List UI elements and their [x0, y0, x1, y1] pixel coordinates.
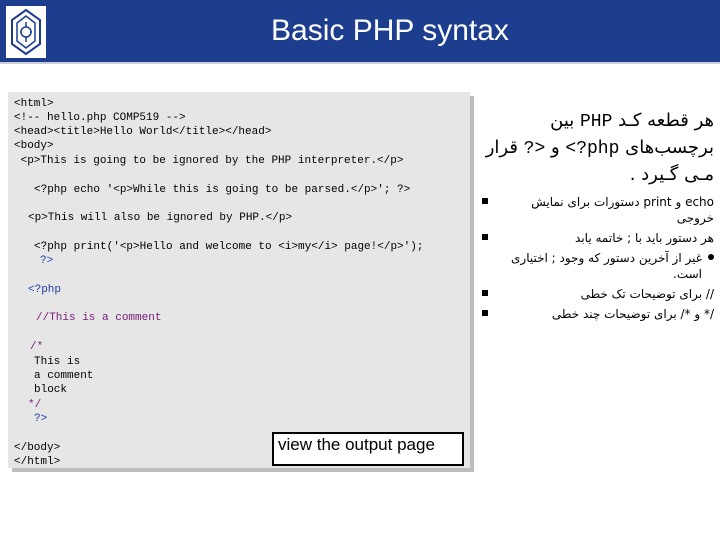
square-bullet-icon [482, 234, 488, 240]
view-output-page-button[interactable] [272, 432, 464, 466]
code-line: <?php echo '<p>While this is going to be parsed.</p>'; ?> [34, 184, 411, 196]
code-line: <body> [14, 140, 54, 152]
round-bullet-icon [708, 254, 714, 260]
list-item [478, 230, 714, 246]
code-line: </html> [14, 456, 61, 468]
heading-text: هر قطعه کـد [612, 110, 714, 131]
notes-heading [478, 108, 714, 188]
list-item [478, 306, 714, 322]
square-bullet-icon [482, 310, 488, 316]
list-item-text: // برای توضیحات تک خطی [580, 287, 714, 301]
heading-keyword: PHP [580, 112, 613, 132]
list-item-text: /* و */ برای توضیحات چند خطی [551, 307, 714, 321]
heading-text: بین برچسب‌های [550, 110, 714, 158]
code-line: <?php print('<p>Hello and welcome to <i>my</i> page!</p>'); [34, 241, 424, 253]
list-item-text: echo و print دستورات برای نمایش خروجی [531, 195, 714, 225]
list-item-text: غیر از آخرین دستور که وجود ; اختیاری است. [511, 251, 702, 281]
university-emblem-icon [4, 4, 48, 60]
code-line: <p>This is going to be ignored by the PHP interpreter.</p> [14, 155, 404, 167]
code-line: */ [28, 399, 42, 411]
code-line: <?php [28, 284, 62, 296]
code-line: a comment [34, 370, 94, 382]
notes-panel [478, 108, 714, 438]
code-line: ?> [40, 255, 54, 267]
code-line: <head><title>Hello World</title></head> [14, 126, 272, 138]
list-item [478, 286, 714, 302]
code-line: /* [30, 341, 44, 353]
code-line: ?> [34, 413, 48, 425]
code-line: <html> [14, 98, 54, 110]
heading-php-close-tag: ?> [523, 139, 546, 159]
slide-title: Basic PHP syntax [271, 14, 509, 47]
list-item [478, 194, 714, 226]
square-bullet-icon [482, 290, 488, 296]
code-line: <!-- hello.php COMP519 --> [14, 112, 186, 124]
heading-text: و [545, 137, 566, 158]
code-line: block [34, 384, 68, 396]
code-line: //This is a comment [36, 312, 162, 324]
code-line: <p>This will also be ignored by PHP.</p> [28, 212, 293, 224]
title-bar [0, 0, 720, 62]
list-item-text: هر دستور باید با ; خاتمه یابد [575, 231, 714, 245]
heading-text: قرار مـی گـیرد . [485, 137, 714, 185]
code-panel [8, 92, 470, 468]
code-line: This is [34, 356, 81, 368]
heading-php-open-tag: <?php [565, 139, 620, 159]
code-line: </body> [14, 442, 61, 454]
list-sub-item [478, 250, 714, 282]
header-divider [0, 62, 720, 64]
notes-list [478, 194, 714, 322]
square-bullet-icon [482, 198, 488, 204]
view-output-page-label: view the output page [278, 435, 435, 454]
